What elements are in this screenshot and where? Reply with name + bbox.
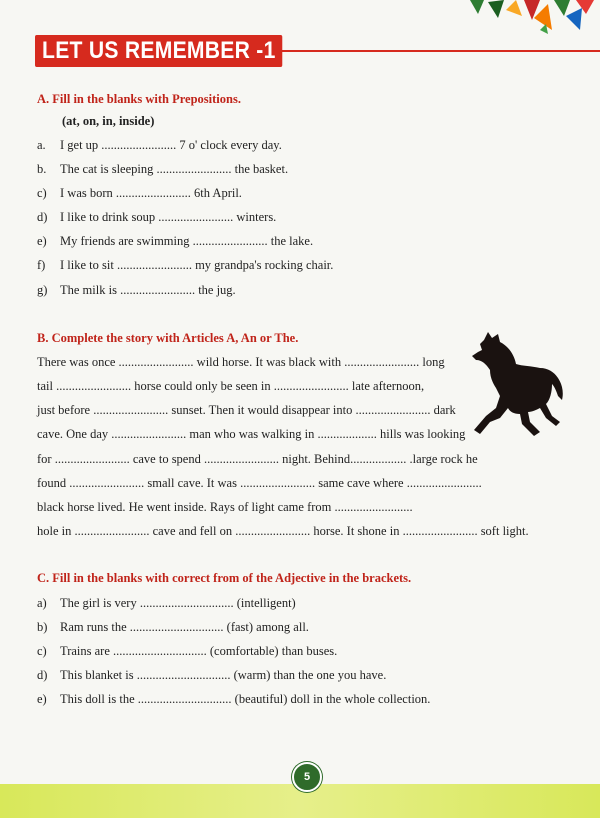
- running-horse-icon: [470, 330, 565, 442]
- page-number: 5: [292, 762, 322, 792]
- section-a-options: (at, on, in, inside): [62, 114, 155, 128]
- list-item: d) I like to drink soup ........................ winters.: [37, 210, 277, 224]
- list-item: e) My friends are swimming ........................ the lake.: [37, 234, 314, 248]
- list-item: c) Trains are .............................. (comfortable) than buses.: [37, 644, 338, 658]
- story-line: just before ........................ sunset. Then it would disappear into ........................ dark: [37, 403, 456, 417]
- section-a-heading: A. Fill in the blanks with Prepositions.: [37, 92, 241, 106]
- list-item: a. I get up ........................ 7 o' clock every day.: [37, 138, 282, 152]
- list-item: b) Ram runs the .............................. (fast) among all.: [37, 620, 309, 634]
- story-line: There was once ........................ wild horse. It was black with ........................ long: [37, 355, 445, 369]
- page-title: LET US REMEMBER -1: [35, 35, 283, 67]
- list-item: e) This doll is the .............................. (beautiful) doll in the whole collection.: [37, 692, 431, 706]
- corner-triangles-icon: [470, 0, 600, 40]
- story-line: found ........................ small cave. It was ........................ same cave where ........................: [37, 476, 482, 490]
- section-c-heading: C. Fill in the blanks with correct from of the Adjective in the brackets.: [37, 571, 412, 585]
- story-line: black horse lived. He went inside. Rays of light came from .........................: [37, 500, 413, 514]
- list-item: f) I like to sit ........................ my grandpa's rocking chair.: [37, 258, 334, 272]
- list-item: a) The girl is very .............................. (intelligent): [37, 596, 296, 610]
- list-item: g) The milk is ........................ the jug.: [37, 283, 236, 297]
- story-line: cave. One day ........................ man who was walking in ................... hills was looking: [37, 427, 466, 441]
- list-item: c) I was born ........................ 6th April.: [37, 186, 242, 200]
- story-line: tail ........................ horse could only be seen in ........................ late afternoon,: [37, 379, 425, 393]
- story-line: for ........................ cave to spend ........................ night. Behind.................. .large rock he: [37, 452, 478, 466]
- list-item: d) This blanket is .............................. (warm) than the one you have.: [37, 668, 387, 682]
- title-divider: [278, 50, 600, 52]
- section-b-heading: B. Complete the story with Articles A, An or The.: [37, 331, 299, 345]
- list-item: b. The cat is sleeping ........................ the basket.: [37, 162, 289, 176]
- story-line: hole in ........................ cave and fell on ........................ horse. It shone in ........................ soft light.: [37, 524, 529, 538]
